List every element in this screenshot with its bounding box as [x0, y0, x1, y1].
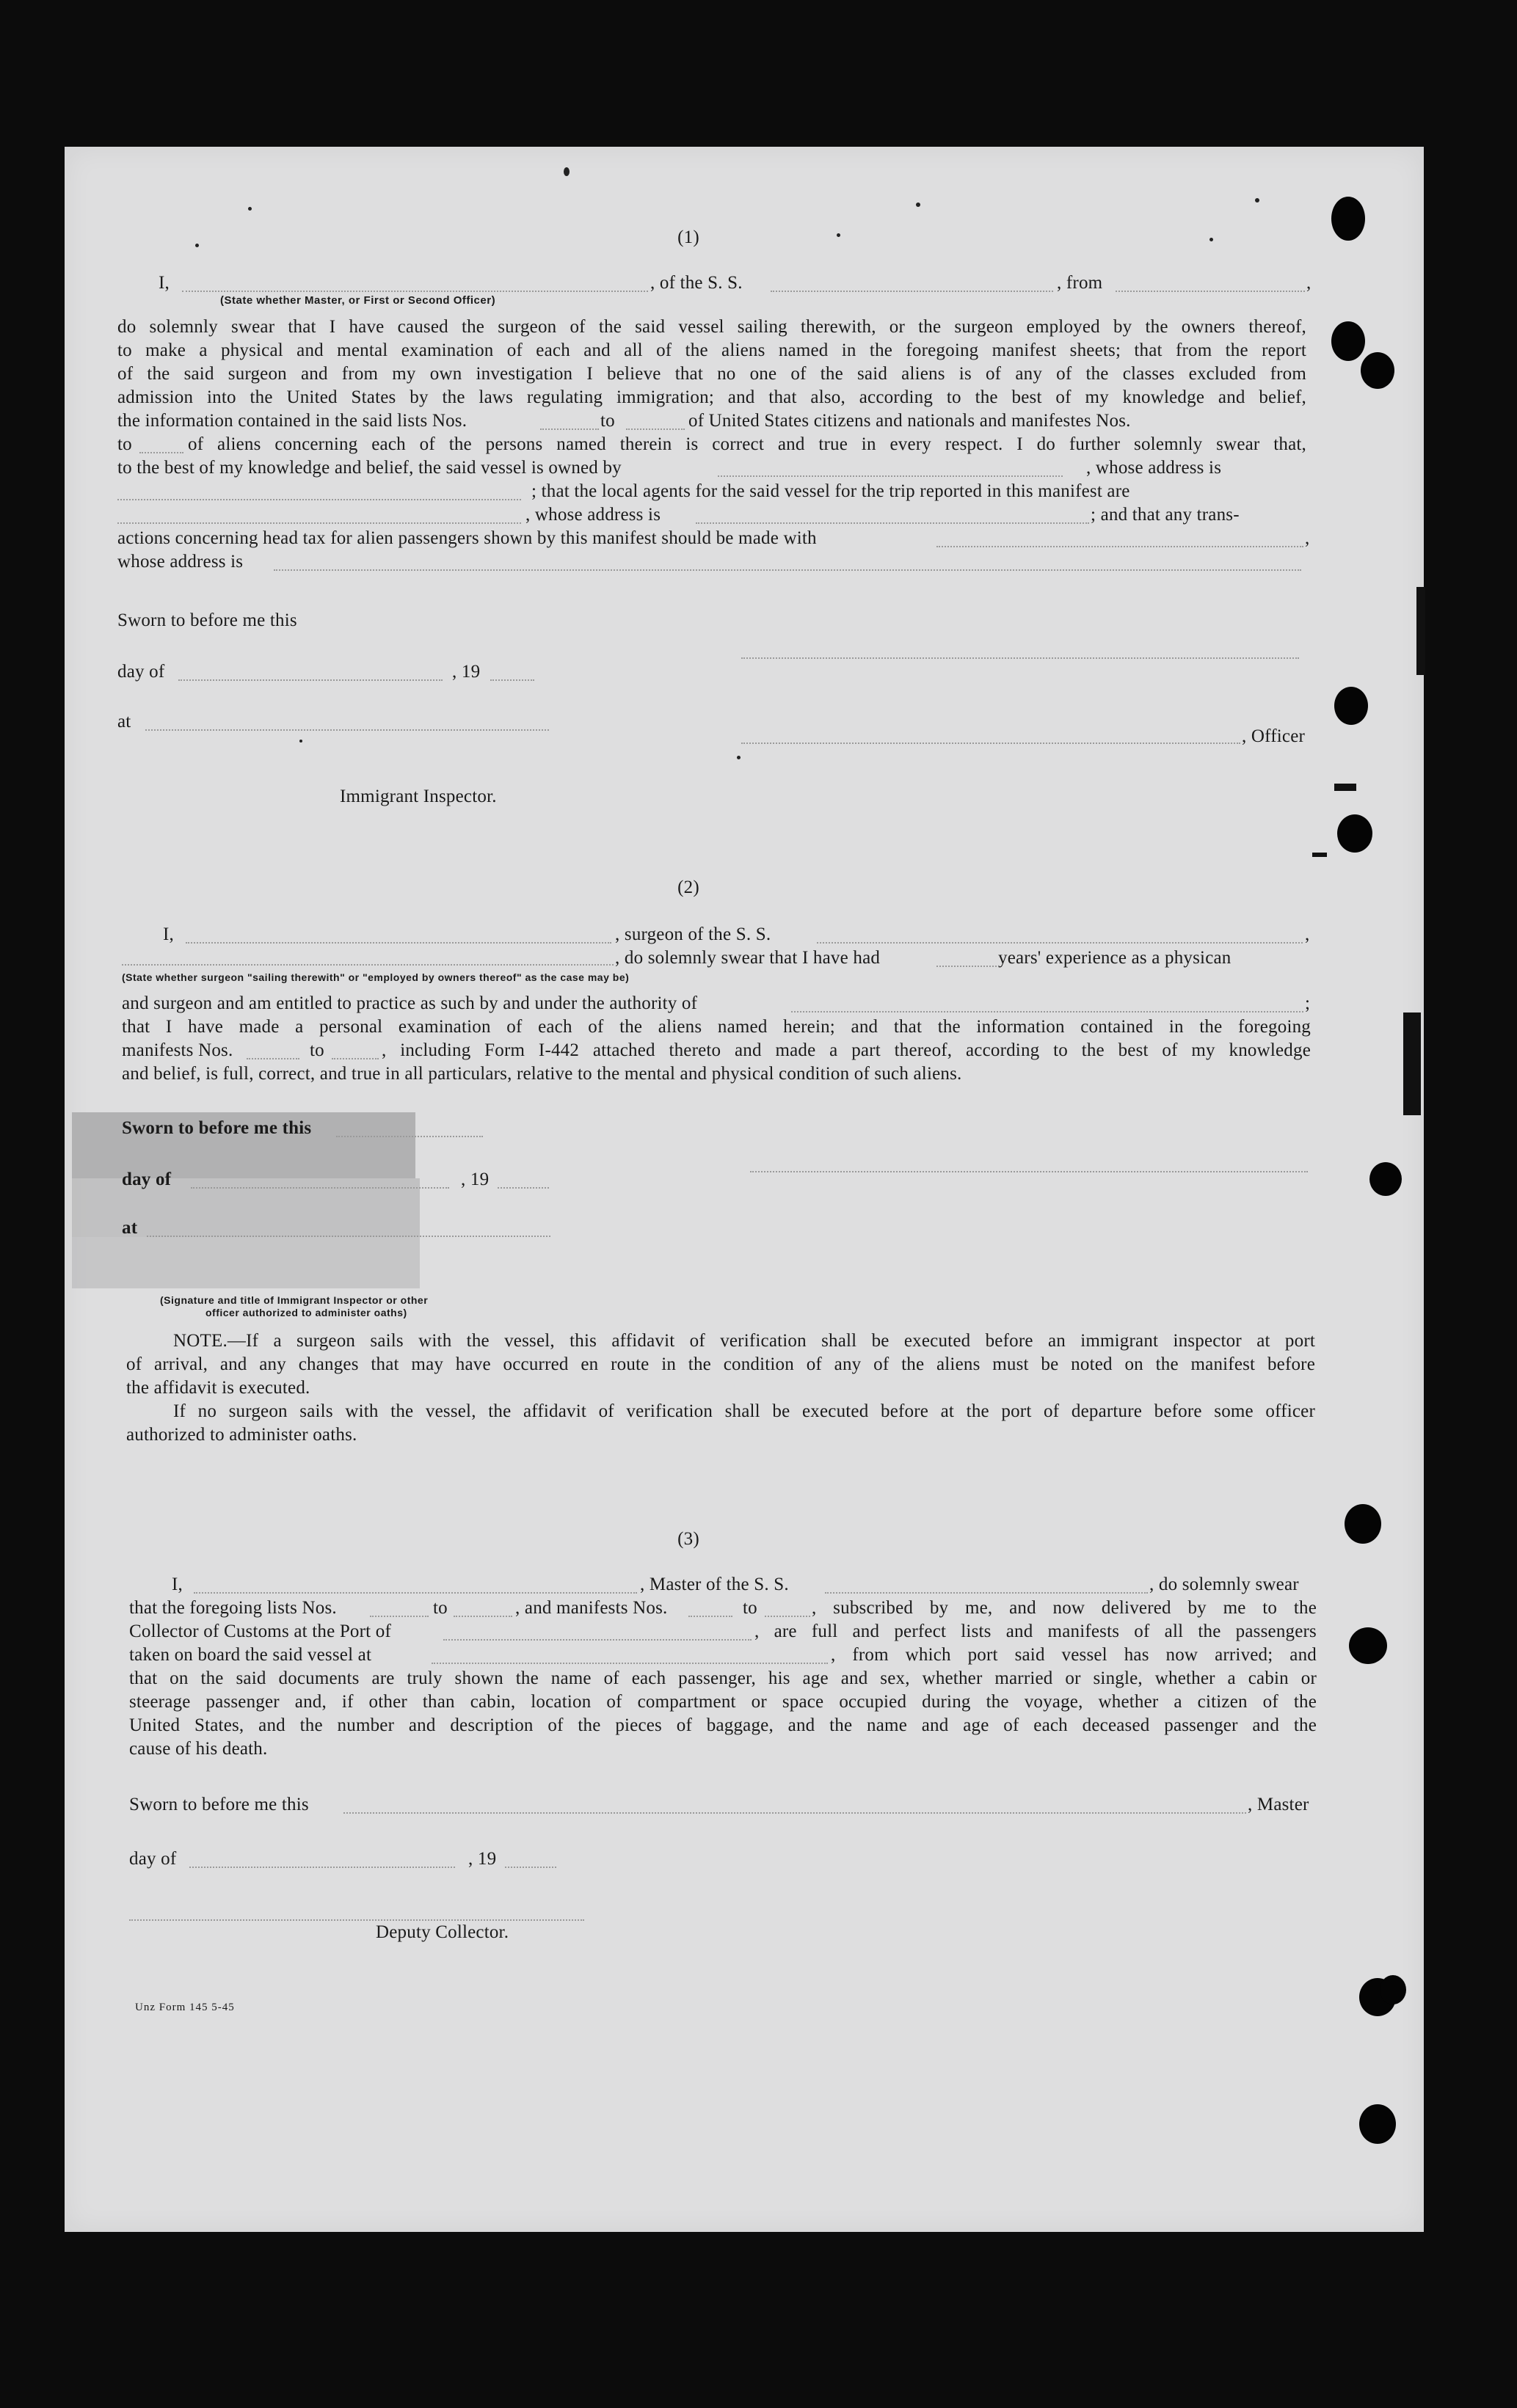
s2-year-blank: [498, 1187, 549, 1189]
s2-para-line2: that I have made a personal examination of each of the aliens named herein; and that the information contained in the foregoing: [122, 1017, 1311, 1037]
s1-head-tax-address: whose address is: [117, 552, 244, 572]
s1-comma: ,: [1306, 273, 1312, 293]
s3-i: I,: [172, 1575, 183, 1594]
s2-para-line3: , including Form I-442 attached thereto and made a part thereof, according to the best of my knowledge: [382, 1040, 1311, 1060]
speck: [1255, 198, 1259, 203]
s2-surgeon-of-ss: , surgeon of the S. S.: [615, 924, 771, 944]
punch-hole: [1380, 1975, 1406, 2004]
edge-mark: [1334, 784, 1356, 791]
s1-lists-from-blank: [540, 428, 599, 430]
s2-note-line2: of arrival, and any changes that may have occurred en route in the condition of any of the aliens must be noted on the manifest before: [126, 1354, 1315, 1374]
s1-signature-line-1: [741, 657, 1299, 659]
s3-vessel-blank: [825, 1592, 1148, 1594]
s3-deputy-signature-line: [129, 1919, 584, 1921]
s1-para-line1: do solemnly swear that I have caused the surgeon of the said vessel sailing therewith, or the surgeon employed by the owners thereof,: [117, 317, 1306, 337]
punch-hole: [1331, 197, 1365, 241]
s1-owner-address-blank: [117, 499, 521, 500]
s3-master-signature-line: [343, 1812, 1246, 1814]
s3-sworn: Sworn to before me this: [129, 1795, 309, 1814]
s1-agents-address-blank: [696, 522, 1089, 524]
s3-deputy-collector: Deputy Collector.: [376, 1922, 509, 1942]
s1-owned-by: to the best of my knowledge and belief, the said vessel is owned by: [117, 458, 622, 478]
s2-at: at: [122, 1218, 138, 1238]
s1-lists-to: to: [600, 411, 615, 431]
s1-from: , from: [1057, 273, 1103, 293]
s1-whose-address: , whose address is: [1086, 458, 1222, 478]
s1-year-blank: [490, 679, 534, 681]
s1-lists-nos: the information contained in the said lists Nos.: [117, 411, 468, 431]
s3-subscribed: , subscribed by me, and now delivered by me to the: [812, 1598, 1317, 1618]
s1-lists-to-blank: [626, 428, 685, 430]
s3-year-blank: [505, 1867, 556, 1868]
tape-shading-bottom: [72, 1237, 420, 1288]
punch-hole: [1369, 1162, 1402, 1196]
s3-name-blank: [194, 1592, 637, 1594]
s3-para-line7: cause of his death.: [129, 1739, 268, 1759]
s1-head-tax-blank: [936, 546, 1303, 547]
s2-years-experience: years' experience as a physican: [998, 948, 1232, 968]
s3-day-of: day of: [129, 1849, 177, 1869]
s1-manifests-nos: of United States citizens and nationals and manifestes Nos.: [688, 411, 1131, 431]
s2-sworn: Sworn to before me this: [122, 1118, 312, 1138]
s2-semicolon: ;: [1305, 993, 1311, 1013]
s1-officer-hint: (State whether Master, or First or Second Officer): [220, 294, 496, 307]
s2-do-solemnly: , do solemnly swear that I have had: [615, 948, 881, 968]
s2-authority: and surgeon and am entitled to practice as such by and under the authority of: [122, 993, 698, 1013]
s1-para-line4: admission into the United States by the laws regulating immigration; and that also, according to the best of my knowledge and belief,: [117, 387, 1306, 407]
s1-owner-blank: [718, 475, 1063, 477]
s3-para-line4: that on the said documents are truly shown the name of each passenger, his age and sex, whether married or single, whether a cabin or: [129, 1668, 1317, 1688]
section-2-number: (2): [677, 878, 699, 897]
s2-name-blank: [186, 942, 611, 944]
section-3-number: (3): [677, 1529, 699, 1549]
s3-manifests-to: to: [743, 1598, 757, 1618]
s3-day-blank: [189, 1867, 455, 1868]
s1-day-blank: [178, 679, 443, 681]
s1-officer-line: [741, 743, 1240, 744]
s1-agents-address: , whose address is: [525, 505, 661, 525]
speck: [248, 207, 252, 211]
punch-hole: [1361, 352, 1394, 389]
s2-surgeon-hint: (State whether surgeon "sailing therewith" or "employed by owners thereof" as the case may be): [122, 971, 630, 983]
s3-manifests-nos: , and manifests Nos.: [515, 1598, 668, 1618]
s3-para-line6: United States, and the number and description of the pieces of baggage, and the name and age of each deceased passenger and the: [129, 1715, 1317, 1735]
s1-head-tax-address-blank: [274, 569, 1301, 571]
s3-collector: Collector of Customs at the Port of: [129, 1621, 391, 1641]
punch-hole: [1337, 814, 1372, 853]
s2-at-blank: [147, 1236, 550, 1237]
speck: [1209, 238, 1213, 241]
s1-local-agents: ; that the local agents for the said vessel for the trip reported in this manifest are: [531, 481, 1130, 501]
s3-lists-to: to: [433, 1598, 448, 1618]
s3-manifests-from-blank: [688, 1616, 732, 1617]
s1-sworn: Sworn to before me this: [117, 610, 297, 630]
s1-immigrant-inspector: Immigrant Inspector.: [340, 787, 497, 806]
s2-sig-hint-line2: officer authorized to administer oaths): [205, 1307, 407, 1318]
s3-taken-at-blank: [432, 1663, 828, 1664]
paper-tear-edge: [1416, 587, 1425, 675]
s2-manifests-to: to: [310, 1040, 324, 1060]
s1-at: at: [117, 712, 131, 731]
speck: [737, 756, 741, 759]
form-number: Unz Form 145 5-45: [135, 2002, 235, 2013]
s1-at-blank: [145, 729, 549, 731]
speck: [916, 203, 920, 207]
s3-lists-to-blank: [454, 1616, 512, 1617]
speck: [299, 740, 302, 743]
s1-i: I,: [159, 273, 170, 293]
s3-lists-from-blank: [370, 1616, 429, 1617]
s3-master-of-ss: , Master of the S. S.: [640, 1575, 789, 1594]
s2-note-line4: If no surgeon sails with the vessel, the affidavit of verification shall be executed before at the port of departure before some officer: [173, 1401, 1315, 1421]
paper-tear-edge: [1403, 1013, 1421, 1115]
s1-manifest-to-blank: [139, 452, 183, 453]
s1-vessel-blank: [771, 291, 1053, 292]
s1-head-tax-comma: ,: [1305, 528, 1310, 548]
punch-hole: [1334, 687, 1368, 725]
s1-of-ss: , of the S. S.: [650, 273, 743, 293]
s3-full-lists: , are full and perfect lists and manifests of all the passengers: [754, 1621, 1317, 1641]
s2-day-blank: [191, 1187, 449, 1189]
speck: [837, 233, 840, 237]
speck: [564, 167, 570, 176]
punch-hole: [1359, 2104, 1396, 2144]
s3-lists-nos: that the foregoing lists Nos.: [129, 1598, 337, 1618]
s3-taken-on-board: taken on board the said vessel at: [129, 1645, 372, 1665]
s2-comma: ,: [1305, 924, 1310, 944]
s1-officer: , Officer: [1242, 726, 1306, 746]
s1-day-of: day of: [117, 662, 165, 682]
s2-day-of: day of: [122, 1170, 172, 1189]
punch-hole: [1331, 321, 1365, 361]
form-sheet: [65, 147, 1424, 2232]
s3-from-which-port: , from which port said vessel has now arrived; and: [831, 1645, 1317, 1665]
s1-nineteen: , 19: [452, 662, 481, 682]
s2-note-line5: authorized to administer oaths.: [126, 1425, 357, 1445]
s2-note-line1: NOTE.—If a surgeon sails with the vessel, this affidavit of verification shall be executed before an immigrant inspector at port: [173, 1331, 1315, 1351]
s1-agents-blank: [117, 522, 521, 524]
s3-manifests-to-blank: [765, 1616, 810, 1617]
s2-years-blank: [936, 966, 997, 967]
s2-nineteen: , 19: [461, 1170, 490, 1189]
s3-port-blank: [443, 1639, 752, 1641]
s1-para-line2: to make a physical and mental examination of each and all of the aliens named in the foregoing manifest sheets; that from the report: [117, 340, 1306, 360]
s2-sworn-blank: [336, 1136, 483, 1137]
s2-manifests-nos: manifests Nos.: [122, 1040, 233, 1060]
s3-nineteen: , 19: [468, 1849, 497, 1869]
s2-manifests-from-blank: [247, 1058, 299, 1059]
s2-vessel-blank: [817, 942, 1303, 944]
s2-i: I,: [163, 924, 174, 944]
s3-do-solemnly: , do solemnly swear: [1149, 1575, 1299, 1594]
s2-para-line4: and belief, is full, correct, and true in all particulars, relative to the mental and physical condition of such aliens.: [122, 1064, 962, 1084]
s1-para-line3: of the said surgeon and from my own investigation I believe that no one of the said aliens is of any of the classes excluded from: [117, 364, 1306, 384]
s3-para-line5: steerage passenger and, if other than cabin, location of compartment or space occupied during the voyage, whether a citizen of the: [129, 1692, 1317, 1712]
section-1-number: (1): [677, 227, 699, 247]
s3-master: , Master: [1248, 1795, 1309, 1814]
s1-transactions: ; and that any trans-: [1091, 505, 1240, 525]
s2-note-line3: the affidavit is executed.: [126, 1378, 310, 1398]
s2-manifests-to-blank: [332, 1058, 379, 1059]
s2-authority-blank: [791, 1011, 1303, 1013]
edge-mark: [1312, 853, 1327, 857]
punch-hole: [1349, 1627, 1387, 1664]
s1-para-line6: of aliens concerning each of the persons named therein is correct and true in every respect. I do further solemnly swear that,: [188, 434, 1306, 454]
s1-manifest-to: to: [117, 434, 132, 454]
speck: [195, 244, 199, 247]
s2-sig-hint-line1: (Signature and title of Immigrant Inspector or other: [160, 1294, 429, 1306]
s2-signature-line: [750, 1171, 1308, 1172]
s1-head-tax: actions concerning head tax for alien passengers shown by this manifest should be made with: [117, 528, 817, 548]
punch-hole: [1345, 1504, 1381, 1544]
s1-from-blank: [1116, 291, 1305, 292]
